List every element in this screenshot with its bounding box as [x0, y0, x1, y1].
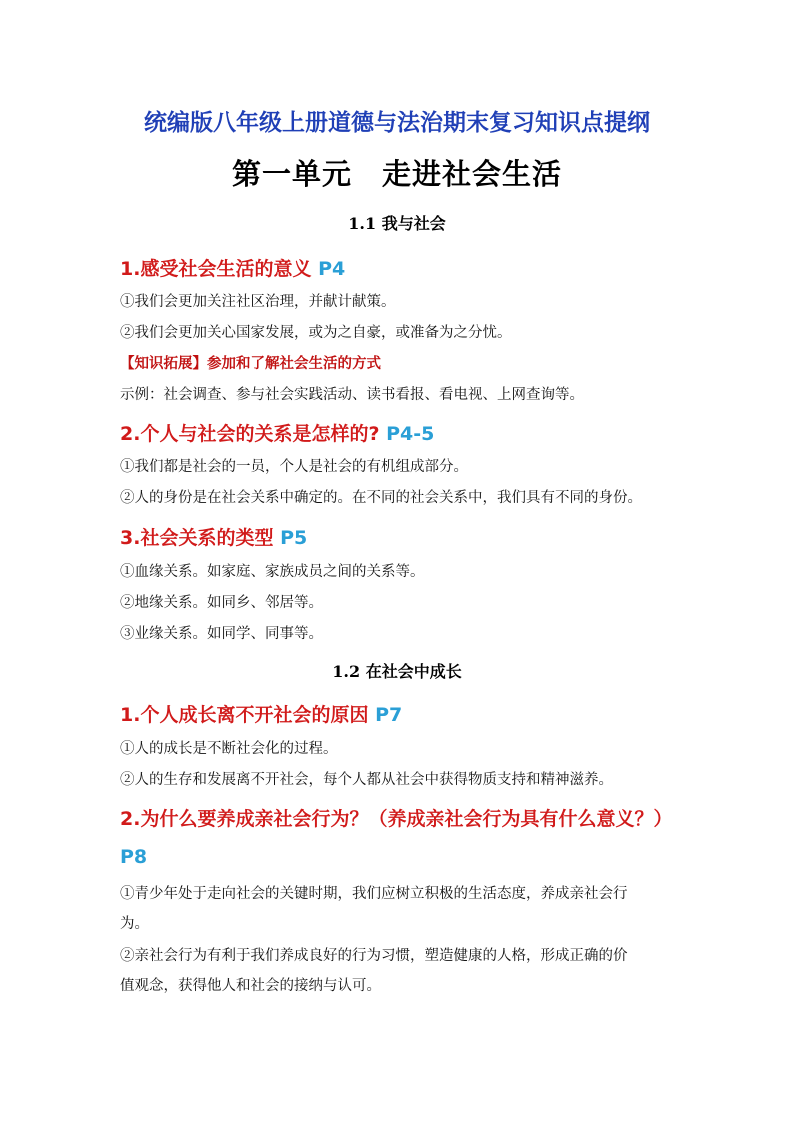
page-ref: P7 — [375, 704, 403, 726]
page-ref: P4-5 — [386, 423, 435, 445]
document-title: 统编版八年级上册道德与法治期末复习知识点提纲 — [144, 110, 650, 136]
text-line: ①青少年处于走向社会的关键时期，我们应树立积极的生活态度，养成亲社会行 — [120, 886, 628, 902]
section-heading: 1.感受社会生活的意义 P4 — [120, 258, 346, 280]
section-heading: 2.为什么要养成亲社会行为？（养成亲社会行为具有什么意义？） — [120, 808, 673, 830]
lesson-title-1-1: 1.1 我与社会 — [348, 214, 446, 233]
page-ref: P8 — [120, 846, 148, 868]
knowledge-extension-heading: 【知识拓展】参加和了解社会生活的方式 — [120, 356, 381, 372]
text-line: ③业缘关系。如同学、同事等。 — [120, 626, 323, 642]
text-line: ②我们会更加关心国家发展，或为之自豪，或准备为之分忧。 — [120, 325, 512, 341]
section-heading: 2.个人与社会的关系是怎样的? P4-5 — [120, 423, 435, 445]
text-line: ①人的成长是不断社会化的过程。 — [120, 741, 338, 757]
text-line: ①血缘关系。如家庭、家族成员之间的关系等。 — [120, 564, 425, 580]
text-line: ①我们都是社会的一员，个人是社会的有机组成部分。 — [120, 459, 468, 475]
page-ref: P4 — [318, 258, 346, 280]
section-heading: 3.社会关系的类型 P5 — [120, 527, 308, 549]
text-line: 值观念，获得他人和社会的接纳与认可。 — [120, 978, 381, 994]
text-line: ②亲社会行为有利于我们养成良好的行为习惯，塑造健康的人格，形成正确的价 — [120, 948, 628, 964]
text-line: ②人的生存和发展离不开社会，每个人都从社会中获得物质支持和精神滋养。 — [120, 772, 613, 788]
text-line: ①我们会更加关注社区治理，并献计献策。 — [120, 294, 396, 310]
unit-title: 第一单元 走进社会生活 — [231, 157, 562, 191]
text-line: 为。 — [120, 916, 149, 932]
text-line: ②人的身份是在社会关系中确定的。在不同的社会关系中，我们具有不同的身份。 — [120, 490, 642, 506]
lesson-title-1-2: 1.2 在社会中成长 — [332, 662, 462, 681]
section-heading: 1.个人成长离不开社会的原因 P7 — [120, 704, 403, 726]
text-line: 示例：社会调查、参与社会实践活动、读书看报、看电视、上网查询等。 — [120, 387, 584, 403]
page-ref: P5 — [280, 527, 308, 549]
text-line: ②地缘关系。如同乡、邻居等。 — [120, 595, 323, 611]
